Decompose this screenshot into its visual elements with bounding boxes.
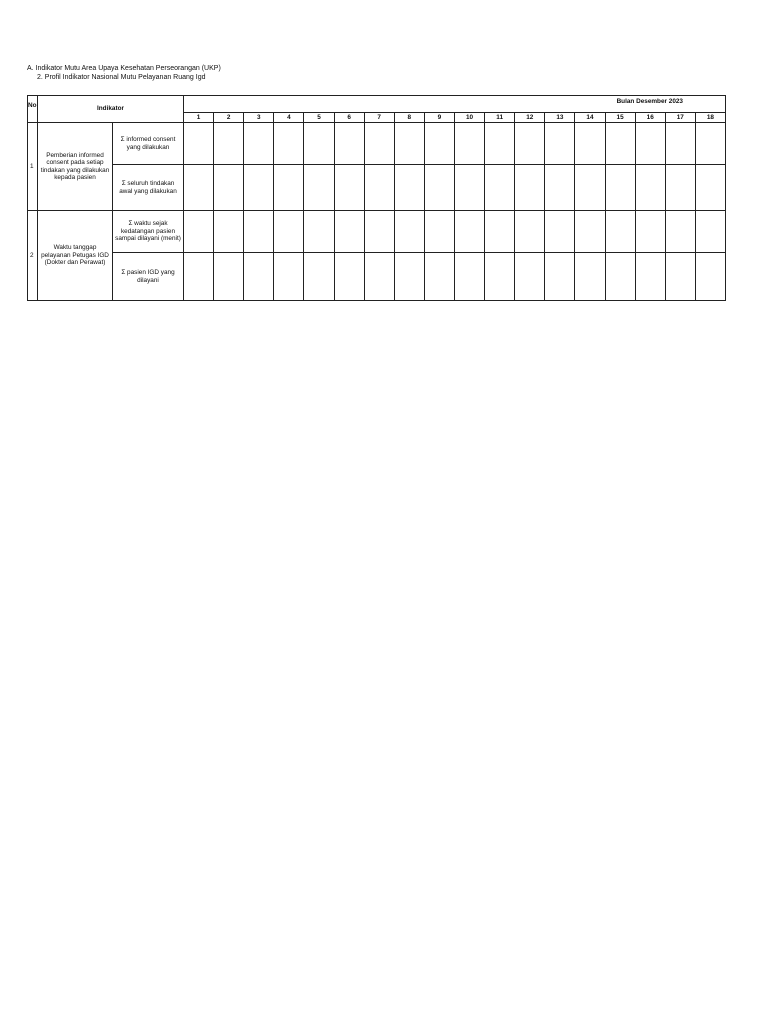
data-cell[interactable] <box>244 123 274 165</box>
day-header-3: 3 <box>244 113 274 123</box>
data-cell[interactable] <box>545 253 575 301</box>
data-cell[interactable] <box>394 211 424 253</box>
data-cell[interactable] <box>304 211 334 253</box>
numerator-label: Σ informed consent yang dilakukan <box>113 123 184 165</box>
data-cell[interactable] <box>214 211 244 253</box>
data-cell[interactable] <box>214 253 244 301</box>
data-cell[interactable] <box>485 211 515 253</box>
data-cell[interactable] <box>364 211 394 253</box>
day-header-7: 7 <box>364 113 394 123</box>
data-cell[interactable] <box>454 123 484 165</box>
data-cell[interactable] <box>605 253 635 301</box>
data-cell[interactable] <box>184 123 214 165</box>
denominator-label: Σ pasien IGD yang dilayani <box>113 253 184 301</box>
data-cell[interactable] <box>394 123 424 165</box>
table-row <box>28 211 726 253</box>
data-cell[interactable] <box>304 253 334 301</box>
data-cell[interactable] <box>274 165 304 211</box>
data-cell[interactable] <box>635 211 665 253</box>
data-cell[interactable] <box>605 211 635 253</box>
data-cell[interactable] <box>605 123 635 165</box>
day-header-6: 6 <box>334 113 364 123</box>
day-header-13: 13 <box>545 113 575 123</box>
data-cell[interactable] <box>485 165 515 211</box>
data-cell[interactable] <box>575 253 605 301</box>
day-header-4: 4 <box>274 113 304 123</box>
table-row <box>28 253 726 301</box>
data-cell[interactable] <box>364 165 394 211</box>
data-cell[interactable] <box>424 253 454 301</box>
data-cell[interactable] <box>515 123 545 165</box>
day-header-1: 1 <box>184 113 214 123</box>
data-cell[interactable] <box>665 123 695 165</box>
data-cell[interactable] <box>635 123 665 165</box>
numerator-label: Σ waktu sejak kedatangan pasien sampai dilayani (menit) <box>113 211 184 253</box>
day-header-18: 18 <box>695 113 725 123</box>
data-cell[interactable] <box>545 123 575 165</box>
day-header-5: 5 <box>304 113 334 123</box>
data-cell[interactable] <box>334 123 364 165</box>
section-heading: A. Indikator Mutu Area Upaya Kesehatan Perseorangan (UKP) <box>27 65 221 72</box>
data-cell[interactable] <box>334 253 364 301</box>
data-cell[interactable] <box>184 211 214 253</box>
data-cell[interactable] <box>665 253 695 301</box>
data-cell[interactable] <box>635 165 665 211</box>
data-cell[interactable] <box>695 165 725 211</box>
data-cell[interactable] <box>575 123 605 165</box>
day-header-17: 17 <box>665 113 695 123</box>
indicator-table <box>27 95 726 301</box>
data-cell[interactable] <box>304 165 334 211</box>
indicator-name: Waktu tanggap pelayanan Petugas IGD (Dokter dan Perawat) <box>38 211 113 301</box>
data-cell[interactable] <box>605 165 635 211</box>
indikator-header: Indikator <box>38 96 184 123</box>
data-cell[interactable] <box>485 253 515 301</box>
data-cell[interactable] <box>424 165 454 211</box>
indicator-name: Pemberian informed consent pada setiap tindakan yang dilakukan kepada pasien <box>38 123 113 211</box>
data-cell[interactable] <box>244 253 274 301</box>
day-header-2: 2 <box>214 113 244 123</box>
data-cell[interactable] <box>635 253 665 301</box>
data-cell[interactable] <box>274 211 304 253</box>
data-cell[interactable] <box>485 123 515 165</box>
data-cell[interactable] <box>575 165 605 211</box>
data-cell[interactable] <box>424 123 454 165</box>
data-cell[interactable] <box>394 253 424 301</box>
day-header-8: 8 <box>394 113 424 123</box>
data-cell[interactable] <box>695 211 725 253</box>
data-cell[interactable] <box>334 165 364 211</box>
table-row <box>28 123 726 165</box>
data-cell[interactable] <box>454 253 484 301</box>
day-header-15: 15 <box>605 113 635 123</box>
day-header-14: 14 <box>575 113 605 123</box>
data-cell[interactable] <box>424 211 454 253</box>
data-cell[interactable] <box>244 211 274 253</box>
data-cell[interactable] <box>364 123 394 165</box>
data-cell[interactable] <box>304 123 334 165</box>
data-cell[interactable] <box>545 211 575 253</box>
denominator-label: Σ seluruh tindakan awal yang dilakukan <box>113 165 184 211</box>
data-cell[interactable] <box>545 165 575 211</box>
data-cell[interactable] <box>184 253 214 301</box>
data-cell[interactable] <box>515 211 545 253</box>
data-cell[interactable] <box>214 165 244 211</box>
row-number: 2 <box>28 211 38 301</box>
day-header-16: 16 <box>635 113 665 123</box>
data-cell[interactable] <box>665 165 695 211</box>
day-header-10: 10 <box>454 113 484 123</box>
data-cell[interactable] <box>665 211 695 253</box>
day-header-12: 12 <box>515 113 545 123</box>
data-cell[interactable] <box>364 253 394 301</box>
data-cell[interactable] <box>695 123 725 165</box>
data-cell[interactable] <box>454 165 484 211</box>
data-cell[interactable] <box>214 123 244 165</box>
data-cell[interactable] <box>695 253 725 301</box>
table-row <box>28 165 726 211</box>
data-cell[interactable] <box>394 165 424 211</box>
day-header-9: 9 <box>424 113 454 123</box>
data-cell[interactable] <box>274 123 304 165</box>
data-cell[interactable] <box>244 165 274 211</box>
data-cell[interactable] <box>274 253 304 301</box>
subsection-heading: 2. Profil Indikator Nasional Mutu Pelayanan Ruang Igd <box>37 74 206 81</box>
data-cell[interactable] <box>575 211 605 253</box>
data-cell[interactable] <box>515 165 545 211</box>
header-row <box>28 96 726 113</box>
data-cell[interactable] <box>515 253 545 301</box>
month-header: Bulan Desember 2023 <box>184 96 726 113</box>
data-cell[interactable] <box>334 211 364 253</box>
no-header: No <box>28 96 38 123</box>
row-number: 1 <box>28 123 38 211</box>
data-cell[interactable] <box>454 211 484 253</box>
data-cell[interactable] <box>184 165 214 211</box>
day-header-11: 11 <box>485 113 515 123</box>
